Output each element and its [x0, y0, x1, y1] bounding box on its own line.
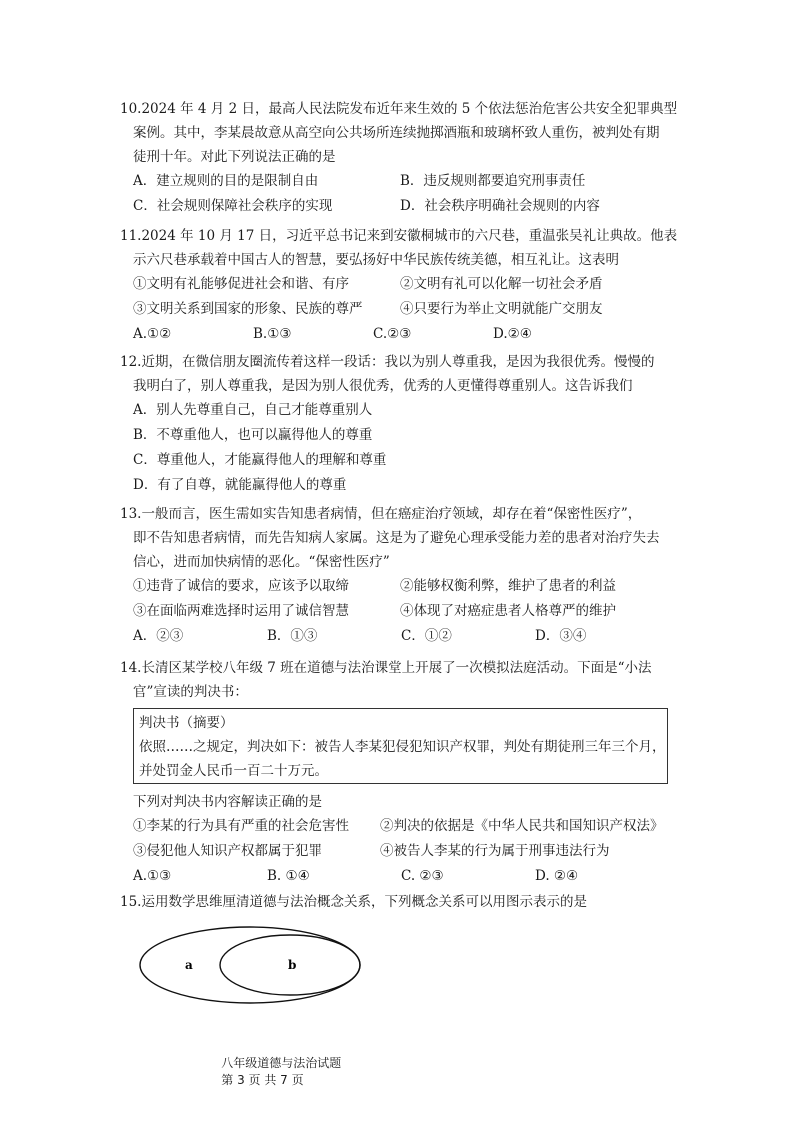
question-10-option-d[interactable]: D．社会秩序明确社会规则的内容	[400, 198, 600, 214]
question-14-stem-line: 官”宣读的判决书：	[133, 684, 248, 700]
question-14-option-c[interactable]: C. ②③	[401, 868, 444, 884]
concept-venn-diagram	[135, 920, 375, 1016]
question-14-statements-row	[120, 839, 680, 864]
judgment-box-title: 判决书（摘要）	[139, 715, 234, 731]
judgment-box	[133, 708, 668, 784]
question-11-option-c[interactable]: C.②③	[373, 326, 412, 342]
question-10-option-a[interactable]: A．建立规则的目的是限制自由	[133, 173, 319, 189]
question-14-stem-line: 14.长清区某学校八年级 7 班在道德与法治课堂上开展了一次模拟法庭活动。下面是“小法	[120, 660, 652, 676]
question-14-option-a[interactable]: A.①③	[133, 868, 172, 884]
question-14-statements-row	[120, 814, 680, 839]
question-10-stem-line: 徒刑十年。对此下列说法正确的是	[133, 149, 336, 165]
question-10-options-row	[120, 194, 680, 219]
question-13-stem-line: 13.一般而言，医生需如实告知患者病情，但在癌症治疗领域，却存在着“保密性医疗”，	[120, 506, 642, 522]
question-12-option-b[interactable]: B．不尊重他人，也可以赢得他人的尊重	[133, 427, 373, 443]
question-15-stem-line: 15.运用数学思维厘清道德与法治概念关系，下列概念关系可以用图示表示的是	[120, 894, 587, 910]
question-11-statements-row	[120, 297, 680, 322]
question-14-option-b[interactable]: B. ①④	[267, 868, 310, 884]
footer-subject: 八年级道德与法治试题	[221, 1056, 342, 1070]
question-13-statement-2: ②能够权衡利弊，维护了患者的利益	[400, 578, 616, 594]
question-11-option-a[interactable]: A.①②	[133, 326, 172, 342]
question-14-prompt: 下列对判决书内容解读正确的是	[133, 794, 322, 810]
question-13-statement-4: ④体现了对癌症患者人格尊严的维护	[400, 603, 616, 619]
question-14-statement-3: ③侵犯他人知识产权都属于犯罪	[133, 843, 322, 859]
question-11-statement-2: ②文明有礼可以化解一切社会矛盾	[400, 276, 603, 292]
question-14-statement-1: ①李某的行为具有严重的社会危害性	[133, 818, 349, 834]
question-13-stem-line: 信心，进而加快病情的恶化。“保密性医疗”	[133, 554, 390, 570]
label-a: a	[185, 958, 193, 972]
question-15	[120, 890, 680, 914]
footer-page-number: 第 3 页 共 7 页	[221, 1073, 304, 1087]
question-11	[120, 224, 680, 347]
question-12-stem-line: 我明白了，别人尊重我，是因为别人很优秀，优秀的人更懂得尊重别人。这告诉我们	[133, 378, 633, 394]
question-13-option-d[interactable]: D．③④	[535, 628, 587, 644]
question-14-options-row	[120, 864, 680, 889]
question-13-option-c[interactable]: C．①②	[401, 628, 452, 644]
question-13-option-b[interactable]: B．①③	[267, 628, 318, 644]
question-11-statement-1: ①文明有礼能够促进社会和谐、有序	[133, 276, 349, 292]
question-13-statements-row	[120, 599, 680, 624]
judgment-box-line: 并处罚金人民币一百二十万元。	[139, 763, 328, 779]
question-11-option-d[interactable]: D.②④	[493, 326, 532, 342]
question-12-stem-line: 12.近期，在微信朋友圈流传着这样一段话：我以为别人尊重我，是因为我很优秀。慢慢的	[120, 354, 655, 370]
question-11-stem-line: 示六尺巷承载着中国古人的智慧，要弘扬好中华民族传统美德，相互礼让。这表明	[133, 252, 619, 268]
question-14	[120, 656, 680, 704]
question-11-statements-row	[120, 272, 680, 297]
question-13-stem-line: 即不告知患者病情，而先告知病人家属。这是为了避免心理承受能力差的患者对治疗失去	[133, 530, 660, 546]
outer-ellipse-a	[140, 927, 360, 1003]
question-11-option-b[interactable]: B.①③	[253, 326, 292, 342]
question-12-option-d[interactable]: D．有了自尊，就能赢得他人的尊重	[133, 477, 347, 493]
question-10-option-b[interactable]: B．违反规则都要追究刑事责任	[400, 173, 586, 189]
question-11-stem-line: 11.2024 年 10 月 17 日，习近平总书记来到安徽桐城市的六尺巷，重温张吴礼让典故。他表	[120, 228, 678, 244]
judgment-box-line: 依照……之规定，判决如下：被告人李某犯侵犯知识产权罪，判处有期徒刑三年三个月，	[139, 739, 666, 755]
question-14-choices	[120, 790, 680, 889]
question-12-option-a[interactable]: A．别人先尊重自己，自己才能尊重别人	[133, 402, 373, 418]
question-12-option-c[interactable]: C．尊重他人，才能赢得他人的理解和尊重	[133, 452, 387, 468]
question-13-option-a[interactable]: A．②③	[133, 628, 184, 644]
question-13-statements-row	[120, 574, 680, 599]
label-b: b	[288, 958, 297, 972]
question-10-stem-line: 案例。其中，李某晨故意从高空向公共场所连续抛掷酒瓶和玻璃杯致人重伤，被判处有期	[133, 125, 660, 141]
question-10	[120, 97, 680, 219]
question-13	[120, 502, 680, 649]
question-14-option-d[interactable]: D. ②④	[535, 868, 579, 884]
question-11-statement-4: ④只要行为举止文明就能广交朋友	[400, 301, 603, 317]
question-10-options-row	[120, 169, 680, 194]
question-14-statement-4: ④被告人李某的行为属于刑事违法行为	[380, 843, 610, 859]
question-13-statement-3: ③在面临两难选择时运用了诚信智慧	[133, 603, 349, 619]
question-10-stem-line: 10.2024 年 4 月 2 日，最高人民法院发布近年来生效的 5 个依法惩治危害公共安全犯罪典型	[120, 101, 678, 117]
question-12	[120, 350, 680, 498]
page-footer	[206, 1040, 363, 1102]
question-11-statement-3: ③文明关系到国家的形象、民族的尊严	[133, 301, 363, 317]
question-10-option-c[interactable]: C．社会规则保障社会秩序的实现	[133, 198, 333, 214]
question-13-statement-1: ①违背了诚信的要求，应该予以取缔	[133, 578, 349, 594]
question-11-options-row	[120, 322, 680, 347]
question-14-statement-2: ②判决的依据是《中华人民共和国知识产权法》	[380, 818, 664, 834]
question-13-options-row	[120, 624, 680, 649]
